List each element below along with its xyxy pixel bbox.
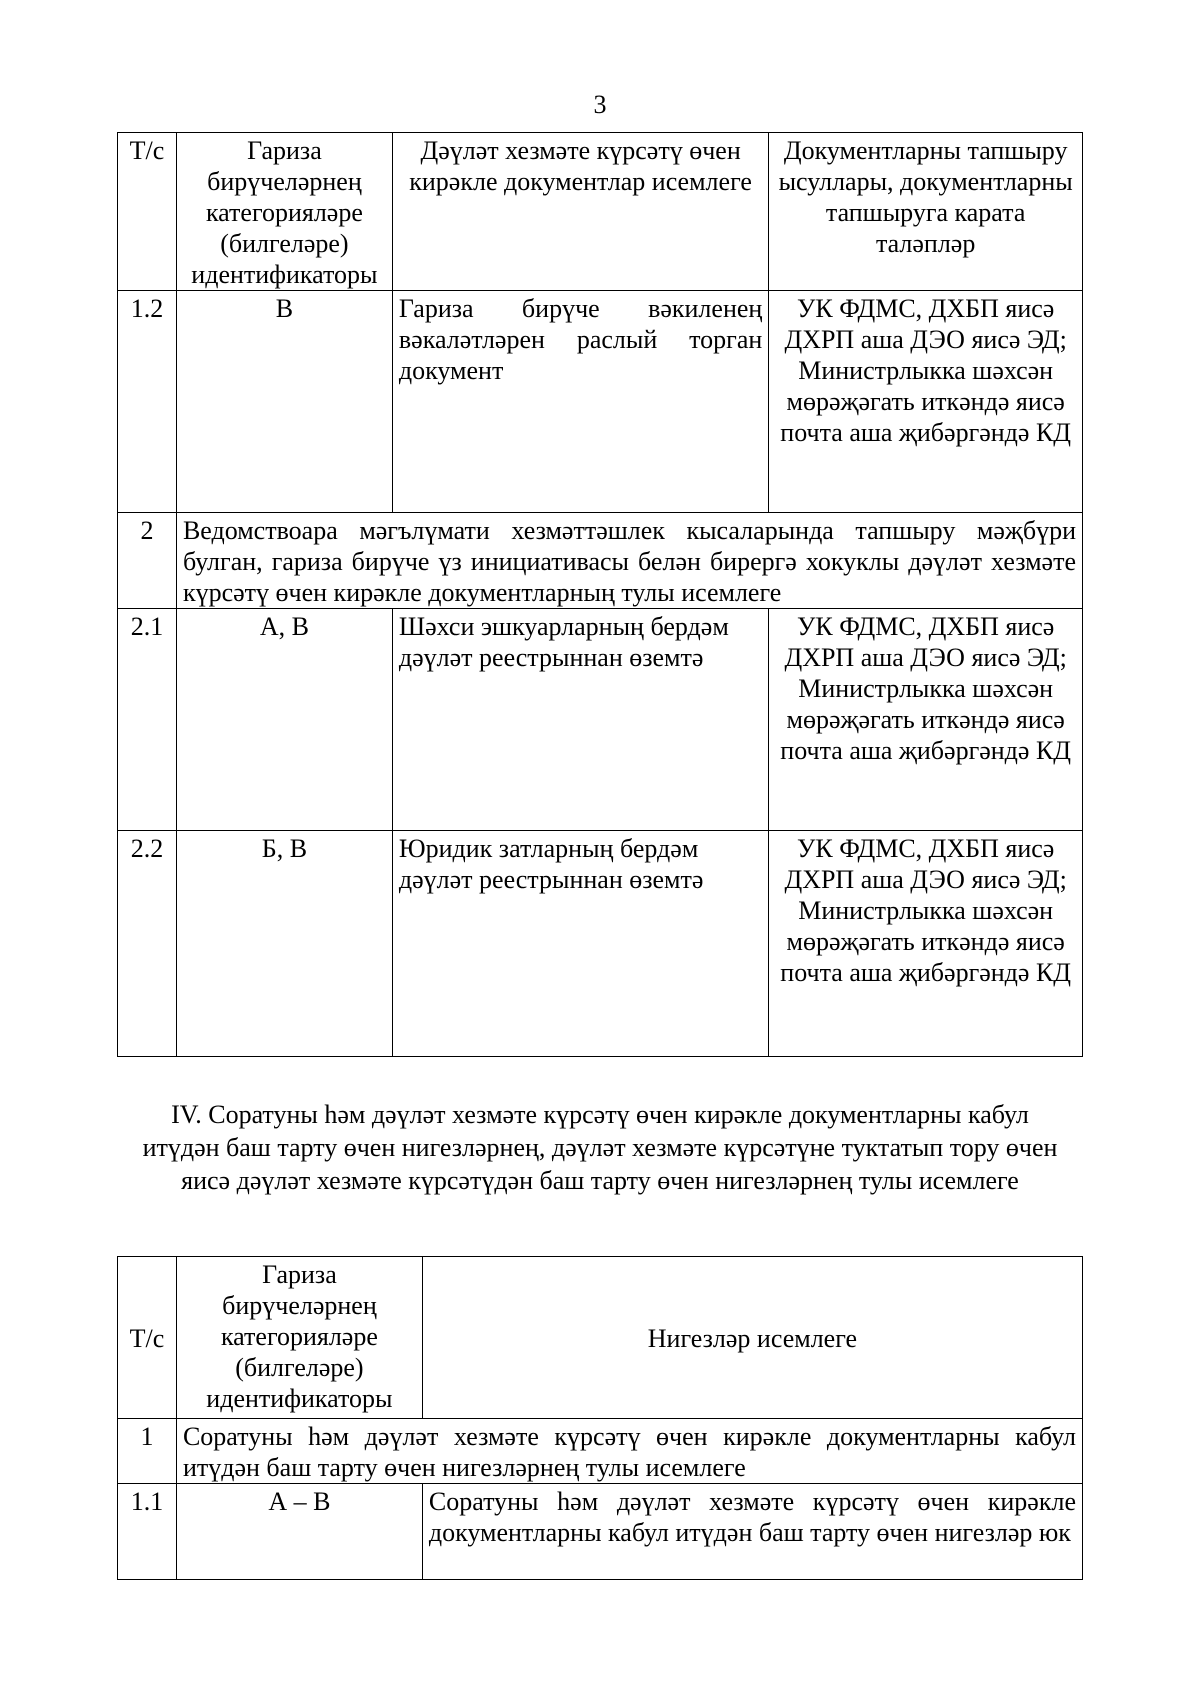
table-row: [118, 291, 1083, 513]
row-number: 2.1: [118, 609, 177, 831]
table-row: [118, 831, 1083, 1057]
row-document: Гариза бирүче вәкиленең вәкаләтләрен раслый торган документ: [392, 291, 768, 513]
row-document: Юридик затларның бердәм дәүләт реестрыннан өземтә: [392, 831, 768, 1057]
row-methods: УК ФДМС, ДХБП яисә ДХРП аша ДЭО яисә ЭД; Министрлыкка шәхсән мөрәҗәгать иткәндә яисә почта аша җибәргәндә КД: [769, 609, 1083, 831]
header-methods: Документларны тапшыру ысуллары, документларны тапшыруга карата таләпләр: [769, 133, 1083, 291]
row-number: 2: [118, 513, 177, 609]
table-row: [118, 1484, 1083, 1580]
row-number: 1.1: [118, 1484, 177, 1580]
table-header-row: [118, 133, 1083, 291]
header-documents: Дәүләт хезмәте күрсәтү өчен кирәкле документлар исемлеге: [392, 133, 768, 291]
row-number: 2.2: [118, 831, 177, 1057]
row-category: В: [176, 291, 392, 513]
row-category: А, В: [176, 609, 392, 831]
documents-table: [117, 132, 1083, 1057]
table-row: [118, 1419, 1083, 1484]
row-category: А – В: [176, 1484, 422, 1580]
header-number: Т/с: [118, 133, 177, 291]
row-number: 1.2: [118, 291, 177, 513]
row-merged-text: Соратуны һәм дәүләт хезмәте күрсәтү өчен кирәкле документларны кабул итүдән баш тарту өчен нигезләрнең тулы исемлеге: [176, 1419, 1082, 1484]
page-number: 3: [593, 90, 607, 119]
row-number: 1: [118, 1419, 177, 1484]
header-category: Гариза бирүчеләрнең категорияләре (билгеләре) идентификаторы: [176, 1257, 422, 1419]
header-category: Гариза бирүчеләрнең категорияләре (билгеләре) идентификаторы: [176, 133, 392, 291]
row-methods: УК ФДМС, ДХБП яисә ДХРП аша ДЭО яисә ЭД; Министрлыкка шәхсән мөрәҗәгать иткәндә яисә почта аша җибәргәндә КД: [769, 291, 1083, 513]
section-heading: IV. Соратуны һәм дәүләт хезмәте күрсәтү өчен кирәкле документларны кабул итүдән баш тарту өчен нигезләрнең, дәүләт хезмәте күрсәтүне туктатып тору өчен яисә дәүләт хезмәте күрсәтүдән баш тарту өчен нигезләрнең тулы исемлеге: [142, 1100, 1058, 1195]
row-merged-text: Ведомствоара мәгълүмати хезмәттәшлек кысаларында тапшыру мәҗбүри булган, гариза бирүче үз инициативасы белән бирергә хокуклы дәүләт хезмәте күрсәтү өчен кирәкле документларның тулы исемлеге: [176, 513, 1082, 609]
row-reason: Соратуны һәм дәүләт хезмәте күрсәтү өчен кирәкле документларны кабул итүдән баш тарту өчен нигезләр юк: [422, 1484, 1082, 1580]
table-row: [118, 513, 1083, 609]
row-category: Б, В: [176, 831, 392, 1057]
row-document: Шәхси эшкуарларның бердәм дәүләт реестрыннан өземтә: [392, 609, 768, 831]
refusal-grounds-table: [117, 1256, 1083, 1580]
row-methods: УК ФДМС, ДХБП яисә ДХРП аша ДЭО яисә ЭД; Министрлыкка шәхсән мөрәҗәгать иткәндә яисә почта аша җибәргәндә КД: [769, 831, 1083, 1057]
table-header-row: [118, 1257, 1083, 1419]
table-row: [118, 609, 1083, 831]
header-grounds: Нигезләр исемлеге: [422, 1257, 1082, 1419]
header-number: Т/с: [118, 1257, 177, 1419]
